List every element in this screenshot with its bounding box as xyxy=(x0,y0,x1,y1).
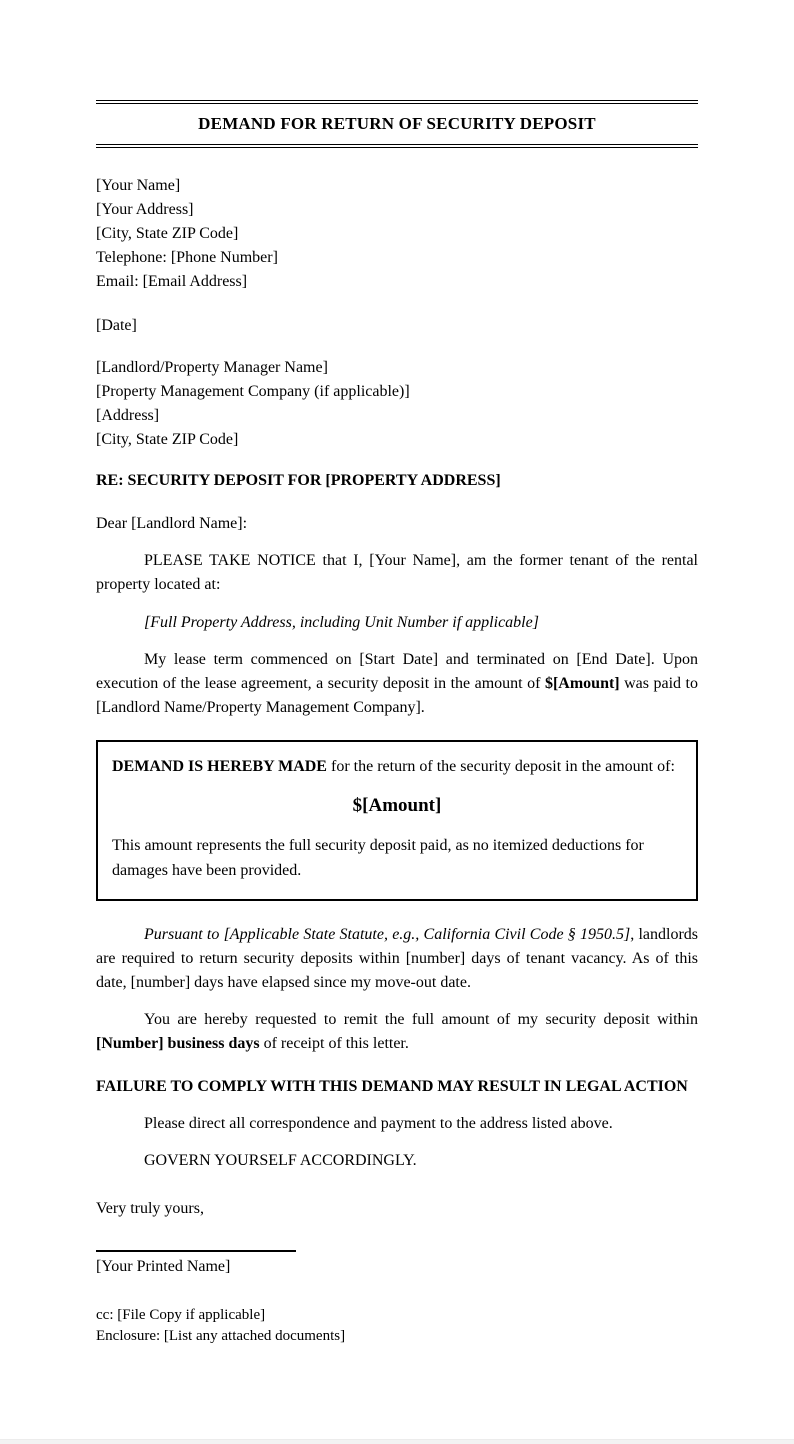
salutation-line: Dear [Landlord Name]: xyxy=(96,515,248,532)
remit-days-bold: [Number] business days xyxy=(96,1035,260,1052)
cc-enclosure-block xyxy=(96,1305,698,1347)
lease-paragraph xyxy=(96,648,698,720)
notice-paragraph: PLEASE TAKE NOTICE that I, [Your Name], am the former tenant of the rental property located at: xyxy=(96,552,698,593)
statute-text-rest: , landlords are required to return security deposits within [number] days of tenant vacancy. As of this date, [number] days have elapsed since my move-out date. xyxy=(96,926,699,991)
sender-name-line: [Your Name] xyxy=(96,177,181,194)
sender-address-line: [Your Address] xyxy=(96,201,194,218)
recipient-address-line: [Address] xyxy=(96,407,160,424)
sender-city-line: [City, State ZIP Code] xyxy=(96,225,239,242)
signature-rule xyxy=(96,1250,296,1252)
demand-amount: $[Amount] xyxy=(352,795,442,816)
recipient-city-line: [City, State ZIP Code] xyxy=(96,431,239,448)
letter-page xyxy=(96,0,698,1347)
bottom-page-strip xyxy=(0,1439,794,1444)
legal-warning-heading: FAILURE TO COMPLY WITH THIS DEMAND MAY RESULT IN LEGAL ACTION xyxy=(96,1078,688,1095)
enclosure-line: Enclosure: [List any attached documents] xyxy=(96,1328,346,1344)
statute-paragraph xyxy=(96,923,698,995)
remit-text-after: of receipt of this letter. xyxy=(259,1035,409,1052)
statute-citation-italic: Pursuant to [Applicable State Statute, e.g., California Civil Code § 1950.5] xyxy=(144,926,631,943)
demand-box xyxy=(96,740,698,901)
property-address-line: [Full Property Address, including Unit Number if applicable] xyxy=(144,614,539,631)
demand-lead-line xyxy=(112,754,682,779)
demand-note: This amount represents the full security deposit paid, as no itemized deductions for damages have been provided. xyxy=(112,837,644,879)
lease-amount-bold: $[Amount] xyxy=(544,675,620,692)
letter-title: DEMAND FOR RETURN OF SECURITY DEPOSIT xyxy=(96,100,698,148)
re-subject-heading: RE: SECURITY DEPOSIT FOR [PROPERTY ADDRESS] xyxy=(96,472,501,489)
demand-lead-bold: DEMAND IS HEREBY MADE xyxy=(112,758,327,775)
demand-lead-rest: for the return of the security deposit in the amount of: xyxy=(326,758,675,775)
sender-block xyxy=(96,174,698,294)
remit-paragraph xyxy=(96,1008,698,1056)
signature-name-line: [Your Printed Name] xyxy=(96,1258,231,1275)
sender-email-line: Email: [Email Address] xyxy=(96,273,248,290)
lease-text-before: My lease term commenced on [Start Date] and terminated on [End Date]. Upon execution of the lease agreement, a security deposit in the amount of xyxy=(96,651,698,692)
remit-text-before: You are hereby requested to remit the full amount of my security deposit within xyxy=(144,1011,698,1028)
correspondence-paragraph: Please direct all correspondence and payment to the address listed above. xyxy=(144,1115,613,1132)
sender-telephone-line: Telephone: [Phone Number] xyxy=(96,249,278,266)
lease-text-after: was paid to [Landlord Name/Property Management Company]. xyxy=(96,675,698,716)
recipient-block xyxy=(96,356,698,452)
recipient-company-line: [Property Management Company (if applicable)] xyxy=(96,383,410,400)
date-line: [Date] xyxy=(96,317,137,334)
recipient-name-line: [Landlord/Property Manager Name] xyxy=(96,359,328,376)
cc-line: cc: [File Copy if applicable] xyxy=(96,1307,266,1323)
closing-line: Very truly yours, xyxy=(96,1200,204,1217)
govern-paragraph: GOVERN YOURSELF ACCORDINGLY. xyxy=(144,1152,417,1169)
